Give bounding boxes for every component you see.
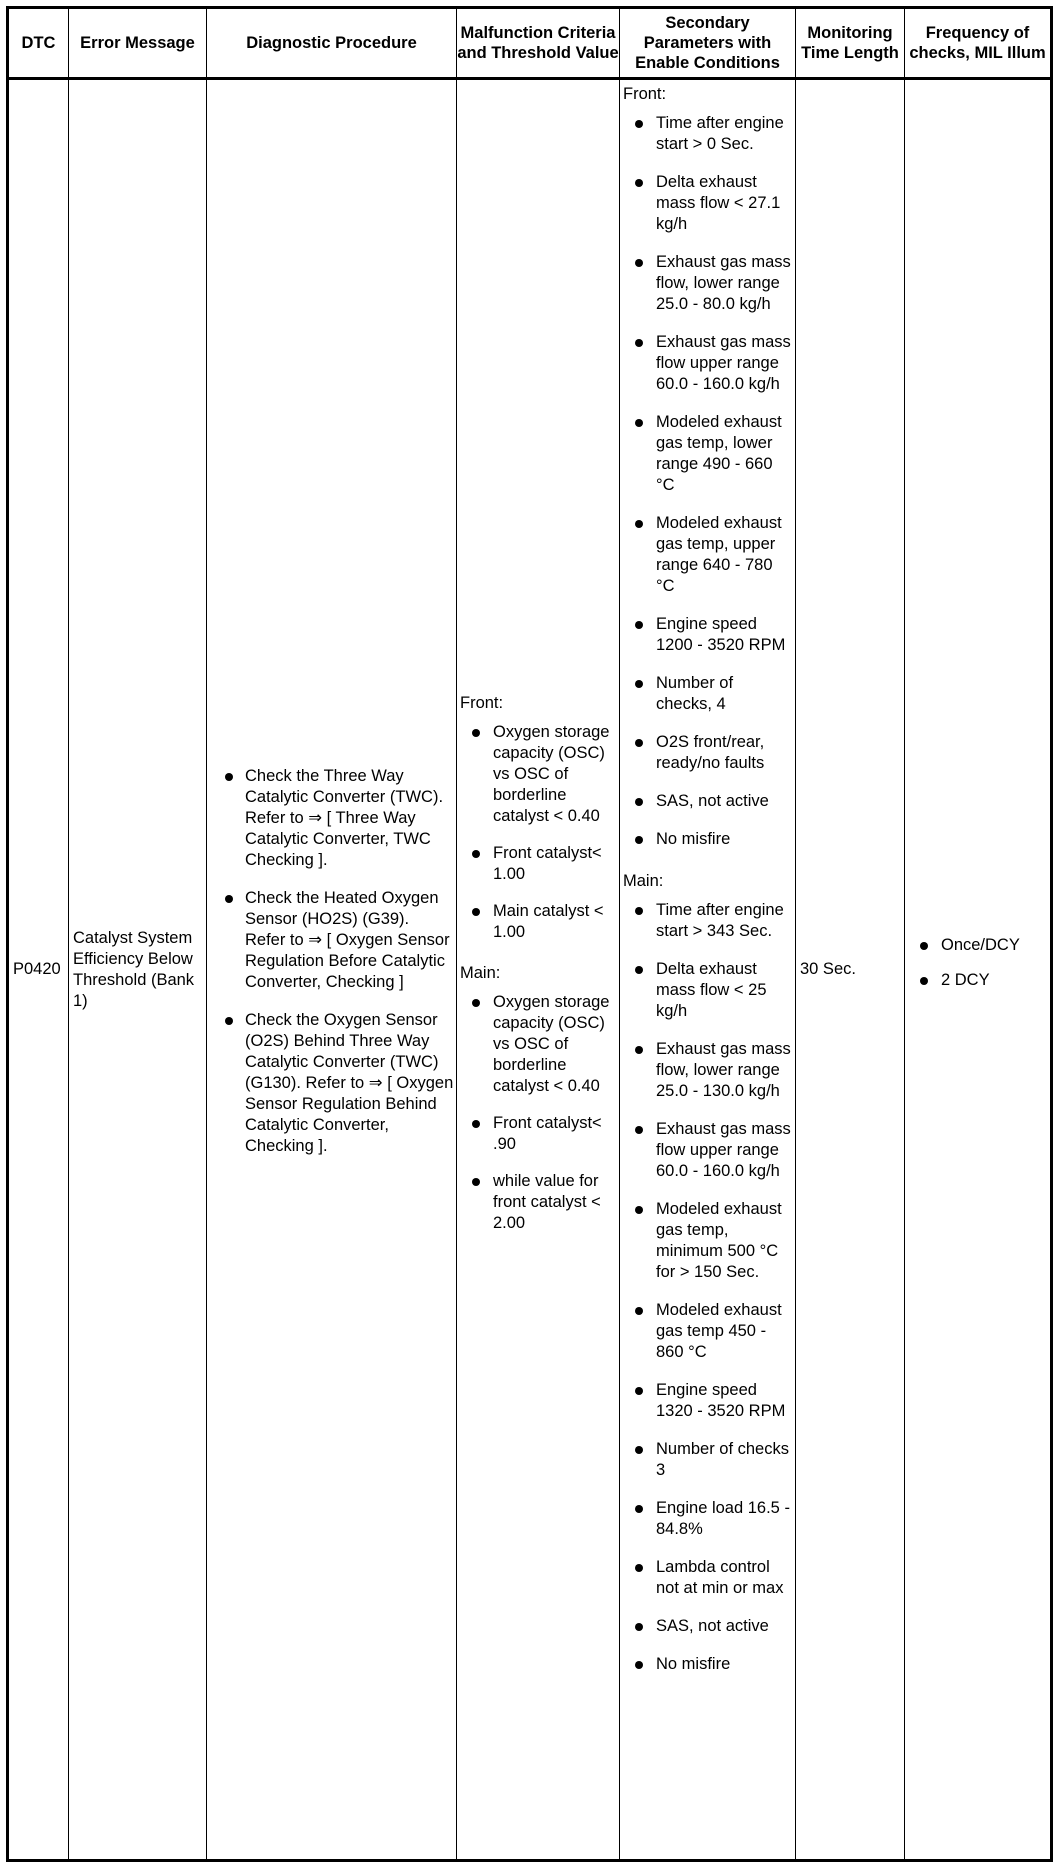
secondary-main-item-text: No misfire: [656, 1655, 731, 1673]
secondary-main-item: [620, 1498, 795, 1540]
secondary-front-item: [620, 673, 795, 715]
secondary-main-item: [620, 1039, 795, 1102]
bullet-icon: [635, 339, 643, 347]
diagnostic-step-text: Check the Three Way Catalytic Converter (TWC). Refer to ⇒ [ Three Way Catalytic Converter, TWC Checking ].: [245, 766, 444, 869]
secondary-front-list: [620, 113, 795, 850]
frequency-list: [905, 935, 1050, 991]
frequency-item-text: Once/DCY: [941, 935, 1020, 954]
bullet-icon: [225, 1017, 233, 1025]
bullet-icon: [472, 729, 480, 737]
header-monitoring-time: Monitoring Time Length: [796, 8, 905, 79]
secondary-parameters-cell: [620, 79, 796, 1861]
secondary-front-item-text: Modeled exhaust gas temp, lower range 490 - 660 °C: [656, 413, 782, 494]
malfunction-front-item-text: Oxygen storage capacity (OSC) vs OSC of borderline catalyst < 0.40: [493, 723, 610, 825]
secondary-front-item-text: Delta exhaust mass flow < 27.1 kg/h: [656, 173, 781, 233]
bullet-icon: [635, 1387, 643, 1395]
secondary-main-item: [620, 1439, 795, 1481]
bullet-icon: [225, 895, 233, 903]
secondary-front-item-text: Engine speed 1200 - 3520 RPM: [656, 615, 786, 654]
malfunction-main-item-text: while value for front catalyst < 2.00: [493, 1172, 601, 1232]
secondary-main-item-text: Delta exhaust mass flow < 25 kg/h: [656, 960, 767, 1020]
secondary-main-item: [620, 1380, 795, 1422]
secondary-main-item: [620, 900, 795, 942]
diagnostic-step-text: Check the Oxygen Sensor (O2S) Behind Three Way Catalytic Converter (TWC) (G130). Refer to ⇒ [ Oxygen Sensor Regulation Behind Catalytic Converter, Checking ].: [245, 1010, 454, 1155]
dtc-code: P0420: [13, 960, 61, 978]
bullet-icon: [635, 1206, 643, 1214]
secondary-main-item-text: Engine load 16.5 - 84.8%: [656, 1499, 790, 1538]
malfunction-front-list: [457, 722, 619, 943]
bullet-icon: [472, 850, 480, 858]
malfunction-front-item: [457, 843, 619, 885]
secondary-front-item: [620, 252, 795, 315]
frequency-item: [905, 970, 1050, 991]
bullet-icon: [635, 1307, 643, 1315]
malfunction-main-item: [457, 992, 619, 1097]
secondary-main-item: [620, 1616, 795, 1637]
diagnostic-step-text: Check the Heated Oxygen Sensor (HO2S) (G39). Refer to ⇒ [ Oxygen Sensor Regulation Before Catalytic Converter, Checking ]: [245, 888, 450, 991]
bullet-icon: [635, 1661, 643, 1669]
bullet-icon: [635, 1505, 643, 1513]
secondary-front-item-text: Time after engine start > 0 Sec.: [656, 114, 784, 153]
secondary-main-list: [620, 900, 795, 1675]
secondary-front-label: Front:: [623, 85, 667, 103]
dtc-cell: [8, 79, 69, 1861]
header-diagnostic-procedure: Diagnostic Procedure: [207, 8, 457, 79]
bullet-icon: [472, 1178, 480, 1186]
header-error-message: Error Message: [69, 8, 207, 79]
malfunction-main-item-text: Front catalyst< .90: [493, 1114, 602, 1153]
monitoring-time-value: 30 Sec.: [800, 960, 856, 978]
secondary-front-item: [620, 172, 795, 235]
secondary-main-item-text: Modeled exhaust gas temp 450 - 860 °C: [656, 1301, 782, 1361]
secondary-front-item-text: Exhaust gas mass flow upper range 60.0 - 160.0 kg/h: [656, 333, 791, 393]
bullet-icon: [635, 836, 643, 844]
diagnostic-step: [207, 1010, 456, 1157]
header-secondary-parameters: Secondary Parameters with Enable Conditions: [620, 8, 796, 79]
header-row: [8, 8, 1052, 79]
bullet-icon: [635, 1126, 643, 1134]
bullet-icon: [635, 520, 643, 528]
secondary-front-item: [620, 412, 795, 496]
secondary-front-item: [620, 732, 795, 774]
secondary-front-item-text: Modeled exhaust gas temp, upper range 640 - 780 °C: [656, 514, 782, 595]
frequency-item: [905, 935, 1050, 956]
bullet-icon: [635, 966, 643, 974]
secondary-main-item: [620, 1654, 795, 1675]
secondary-front-item: [620, 332, 795, 395]
bullet-icon: [635, 739, 643, 747]
malfunction-front-item: [457, 901, 619, 943]
bullet-icon: [635, 419, 643, 427]
table-row: [8, 79, 1052, 1861]
bullet-icon: [635, 259, 643, 267]
secondary-main-item: [620, 1199, 795, 1283]
secondary-front-item-text: O2S front/rear, ready/no faults: [656, 733, 765, 772]
malfunction-front-item: [457, 722, 619, 827]
bullet-icon: [920, 942, 928, 950]
bullet-icon: [225, 773, 233, 781]
malfunction-front-item-text: Main catalyst < 1.00: [493, 902, 604, 941]
error-message-text: Catalyst System Efficiency Below Threshold (Bank 1): [73, 928, 195, 1010]
bullet-icon: [635, 1623, 643, 1631]
frequency-cell: [905, 79, 1052, 1861]
secondary-front-item: [620, 829, 795, 850]
secondary-main-item-text: Number of checks 3: [656, 1440, 789, 1479]
diagnostic-procedure-cell: [207, 79, 457, 1861]
bullet-icon: [920, 977, 928, 985]
bullet-icon: [635, 120, 643, 128]
bullet-icon: [635, 1564, 643, 1572]
bullet-icon: [635, 621, 643, 629]
bullet-icon: [472, 908, 480, 916]
secondary-main-item-text: Lambda control not at min or max: [656, 1558, 784, 1597]
malfunction-front-label: Front:: [460, 694, 504, 712]
secondary-main-item-text: Modeled exhaust gas temp, minimum 500 °C for > 150 Sec.: [656, 1200, 782, 1281]
malfunction-criteria-cell: [457, 79, 620, 1861]
bullet-icon: [472, 1120, 480, 1128]
diagnostic-step: [207, 888, 456, 993]
diagnostic-procedure-list: [207, 766, 456, 1157]
secondary-main-item-text: SAS, not active: [656, 1617, 769, 1635]
malfunction-main-item: [457, 1113, 619, 1155]
secondary-main-item: [620, 1300, 795, 1363]
error-message-cell: [69, 79, 207, 1861]
secondary-front-item-text: No misfire: [656, 830, 731, 848]
secondary-front-item: [620, 614, 795, 656]
bullet-icon: [635, 907, 643, 915]
secondary-front-item-text: SAS, not active: [656, 792, 769, 810]
secondary-main-label: Main:: [623, 872, 664, 890]
bullet-icon: [472, 999, 480, 1007]
bullet-icon: [635, 680, 643, 688]
secondary-main-item: [620, 1557, 795, 1599]
secondary-main-item: [620, 1119, 795, 1182]
malfunction-front-item-text: Front catalyst< 1.00: [493, 844, 602, 883]
diagnostic-step: [207, 766, 456, 871]
secondary-front-item: [620, 791, 795, 812]
secondary-front-item: [620, 513, 795, 597]
malfunction-main-label: Main:: [460, 964, 501, 982]
secondary-main-item: [620, 959, 795, 1022]
bullet-icon: [635, 1046, 643, 1054]
monitoring-time-cell: [796, 79, 905, 1861]
header-frequency: Frequency of checks, MIL Illum: [905, 8, 1052, 79]
secondary-main-item-text: Exhaust gas mass flow, lower range 25.0 - 130.0 kg/h: [656, 1040, 791, 1100]
secondary-front-item-text: Number of checks, 4: [656, 674, 734, 713]
secondary-front-item: [620, 113, 795, 155]
malfunction-main-list: [457, 992, 619, 1234]
secondary-front-item-text: Exhaust gas mass flow, lower range 25.0 - 80.0 kg/h: [656, 253, 791, 313]
secondary-main-item-text: Exhaust gas mass flow upper range 60.0 - 160.0 kg/h: [656, 1120, 791, 1180]
bullet-icon: [635, 1446, 643, 1454]
secondary-main-item-text: Engine speed 1320 - 3520 RPM: [656, 1381, 786, 1420]
malfunction-main-item-text: Oxygen storage capacity (OSC) vs OSC of borderline catalyst < 0.40: [493, 993, 610, 1095]
dtc-spec-table: [6, 6, 1053, 1862]
header-dtc: DTC: [8, 8, 69, 79]
bullet-icon: [635, 798, 643, 806]
header-malfunction-criteria: Malfunction Criteria and Threshold Value: [457, 8, 620, 79]
secondary-main-item-text: Time after engine start > 343 Sec.: [656, 901, 784, 940]
frequency-item-text: 2 DCY: [941, 970, 990, 989]
malfunction-main-item: [457, 1171, 619, 1234]
bullet-icon: [635, 179, 643, 187]
